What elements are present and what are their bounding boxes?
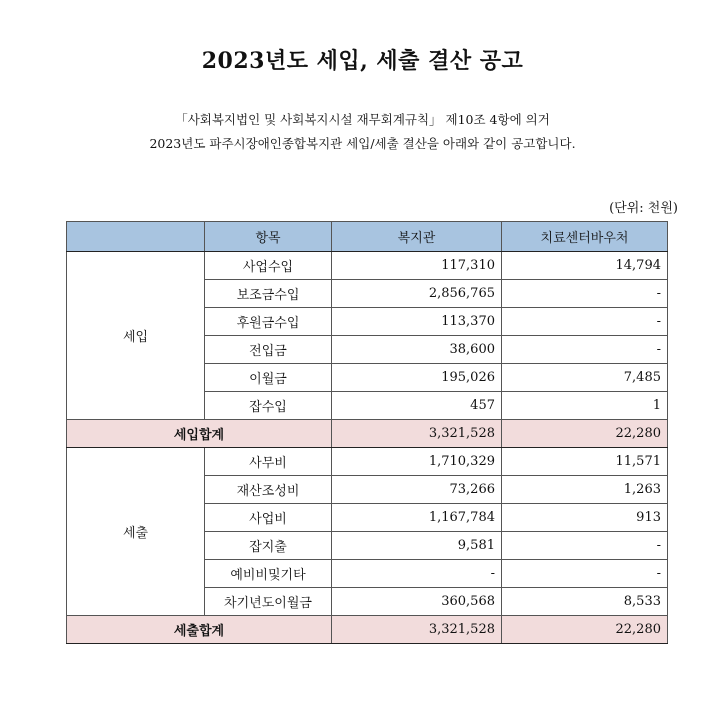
- intro-line-2: 2023년도 파주시장애인종합복지관 세입/세출 결산을 아래와 같이 공고합니다.: [149, 136, 576, 151]
- table-row: [67, 448, 668, 476]
- row-voucher-value: 913: [502, 504, 668, 532]
- row-voucher-value: 14,794: [502, 252, 668, 280]
- row-item: 차기년도이월금: [205, 588, 332, 616]
- table-row: [67, 252, 668, 280]
- row-item: 사업비: [205, 504, 332, 532]
- revenue-section-label: 세입: [67, 252, 205, 420]
- row-item: 이월금: [205, 364, 332, 392]
- expense-section-label: 세출: [67, 448, 205, 616]
- page-title: 2023년도 세입, 세출 결산 공고: [201, 48, 524, 74]
- row-voucher-value: -: [502, 532, 668, 560]
- row-welfare-value: 117,310: [332, 252, 502, 280]
- expense-total-row: [67, 616, 668, 644]
- revenue-total-welfare: 3,321,528: [332, 420, 502, 448]
- row-welfare-value: 1,167,784: [332, 504, 502, 532]
- row-welfare-value: 195,026: [332, 364, 502, 392]
- row-welfare-value: 38,600: [332, 336, 502, 364]
- revenue-total-voucher: 22,280: [502, 420, 668, 448]
- revenue-total-row: [67, 420, 668, 448]
- row-voucher-value: -: [502, 280, 668, 308]
- expense-total-voucher: 22,280: [502, 616, 668, 644]
- table-header-row: [67, 222, 668, 252]
- row-welfare-value: 457: [332, 392, 502, 420]
- header-item: 항목: [205, 222, 332, 252]
- row-welfare-value: 2,856,765: [332, 280, 502, 308]
- row-voucher-value: 1,263: [502, 476, 668, 504]
- revenue-total-label: 세입합계: [67, 420, 332, 448]
- row-welfare-value: -: [332, 560, 502, 588]
- row-welfare-value: 113,370: [332, 308, 502, 336]
- expense-total-welfare: 3,321,528: [332, 616, 502, 644]
- row-welfare-value: 9,581: [332, 532, 502, 560]
- intro-line-1: 「사회복지법인 및 사회복지시설 재무회계규칙」 제10조 4항에 의거: [175, 112, 550, 127]
- row-item: 사무비: [205, 448, 332, 476]
- header-therapy-voucher: 치료센터바우처: [502, 222, 668, 252]
- row-welfare-value: 360,568: [332, 588, 502, 616]
- expense-total-label: 세출합계: [67, 616, 332, 644]
- row-voucher-value: 8,533: [502, 588, 668, 616]
- row-welfare-value: 73,266: [332, 476, 502, 504]
- row-item: 예비비및기타: [205, 560, 332, 588]
- header-welfare-center: 복지관: [332, 222, 502, 252]
- unit-note: (단위: 천원): [609, 201, 678, 216]
- row-item: 전입금: [205, 336, 332, 364]
- settlement-table: [66, 221, 668, 644]
- row-voucher-value: 11,571: [502, 448, 668, 476]
- row-voucher-value: -: [502, 336, 668, 364]
- row-item: 보조금수입: [205, 280, 332, 308]
- header-section: [67, 222, 205, 252]
- row-voucher-value: 7,485: [502, 364, 668, 392]
- row-item: 잡지출: [205, 532, 332, 560]
- row-item: 사업수입: [205, 252, 332, 280]
- row-voucher-value: -: [502, 560, 668, 588]
- row-item: 재산조성비: [205, 476, 332, 504]
- row-item: 잡수입: [205, 392, 332, 420]
- row-voucher-value: 1: [502, 392, 668, 420]
- row-voucher-value: -: [502, 308, 668, 336]
- row-welfare-value: 1,710,329: [332, 448, 502, 476]
- row-item: 후원금수입: [205, 308, 332, 336]
